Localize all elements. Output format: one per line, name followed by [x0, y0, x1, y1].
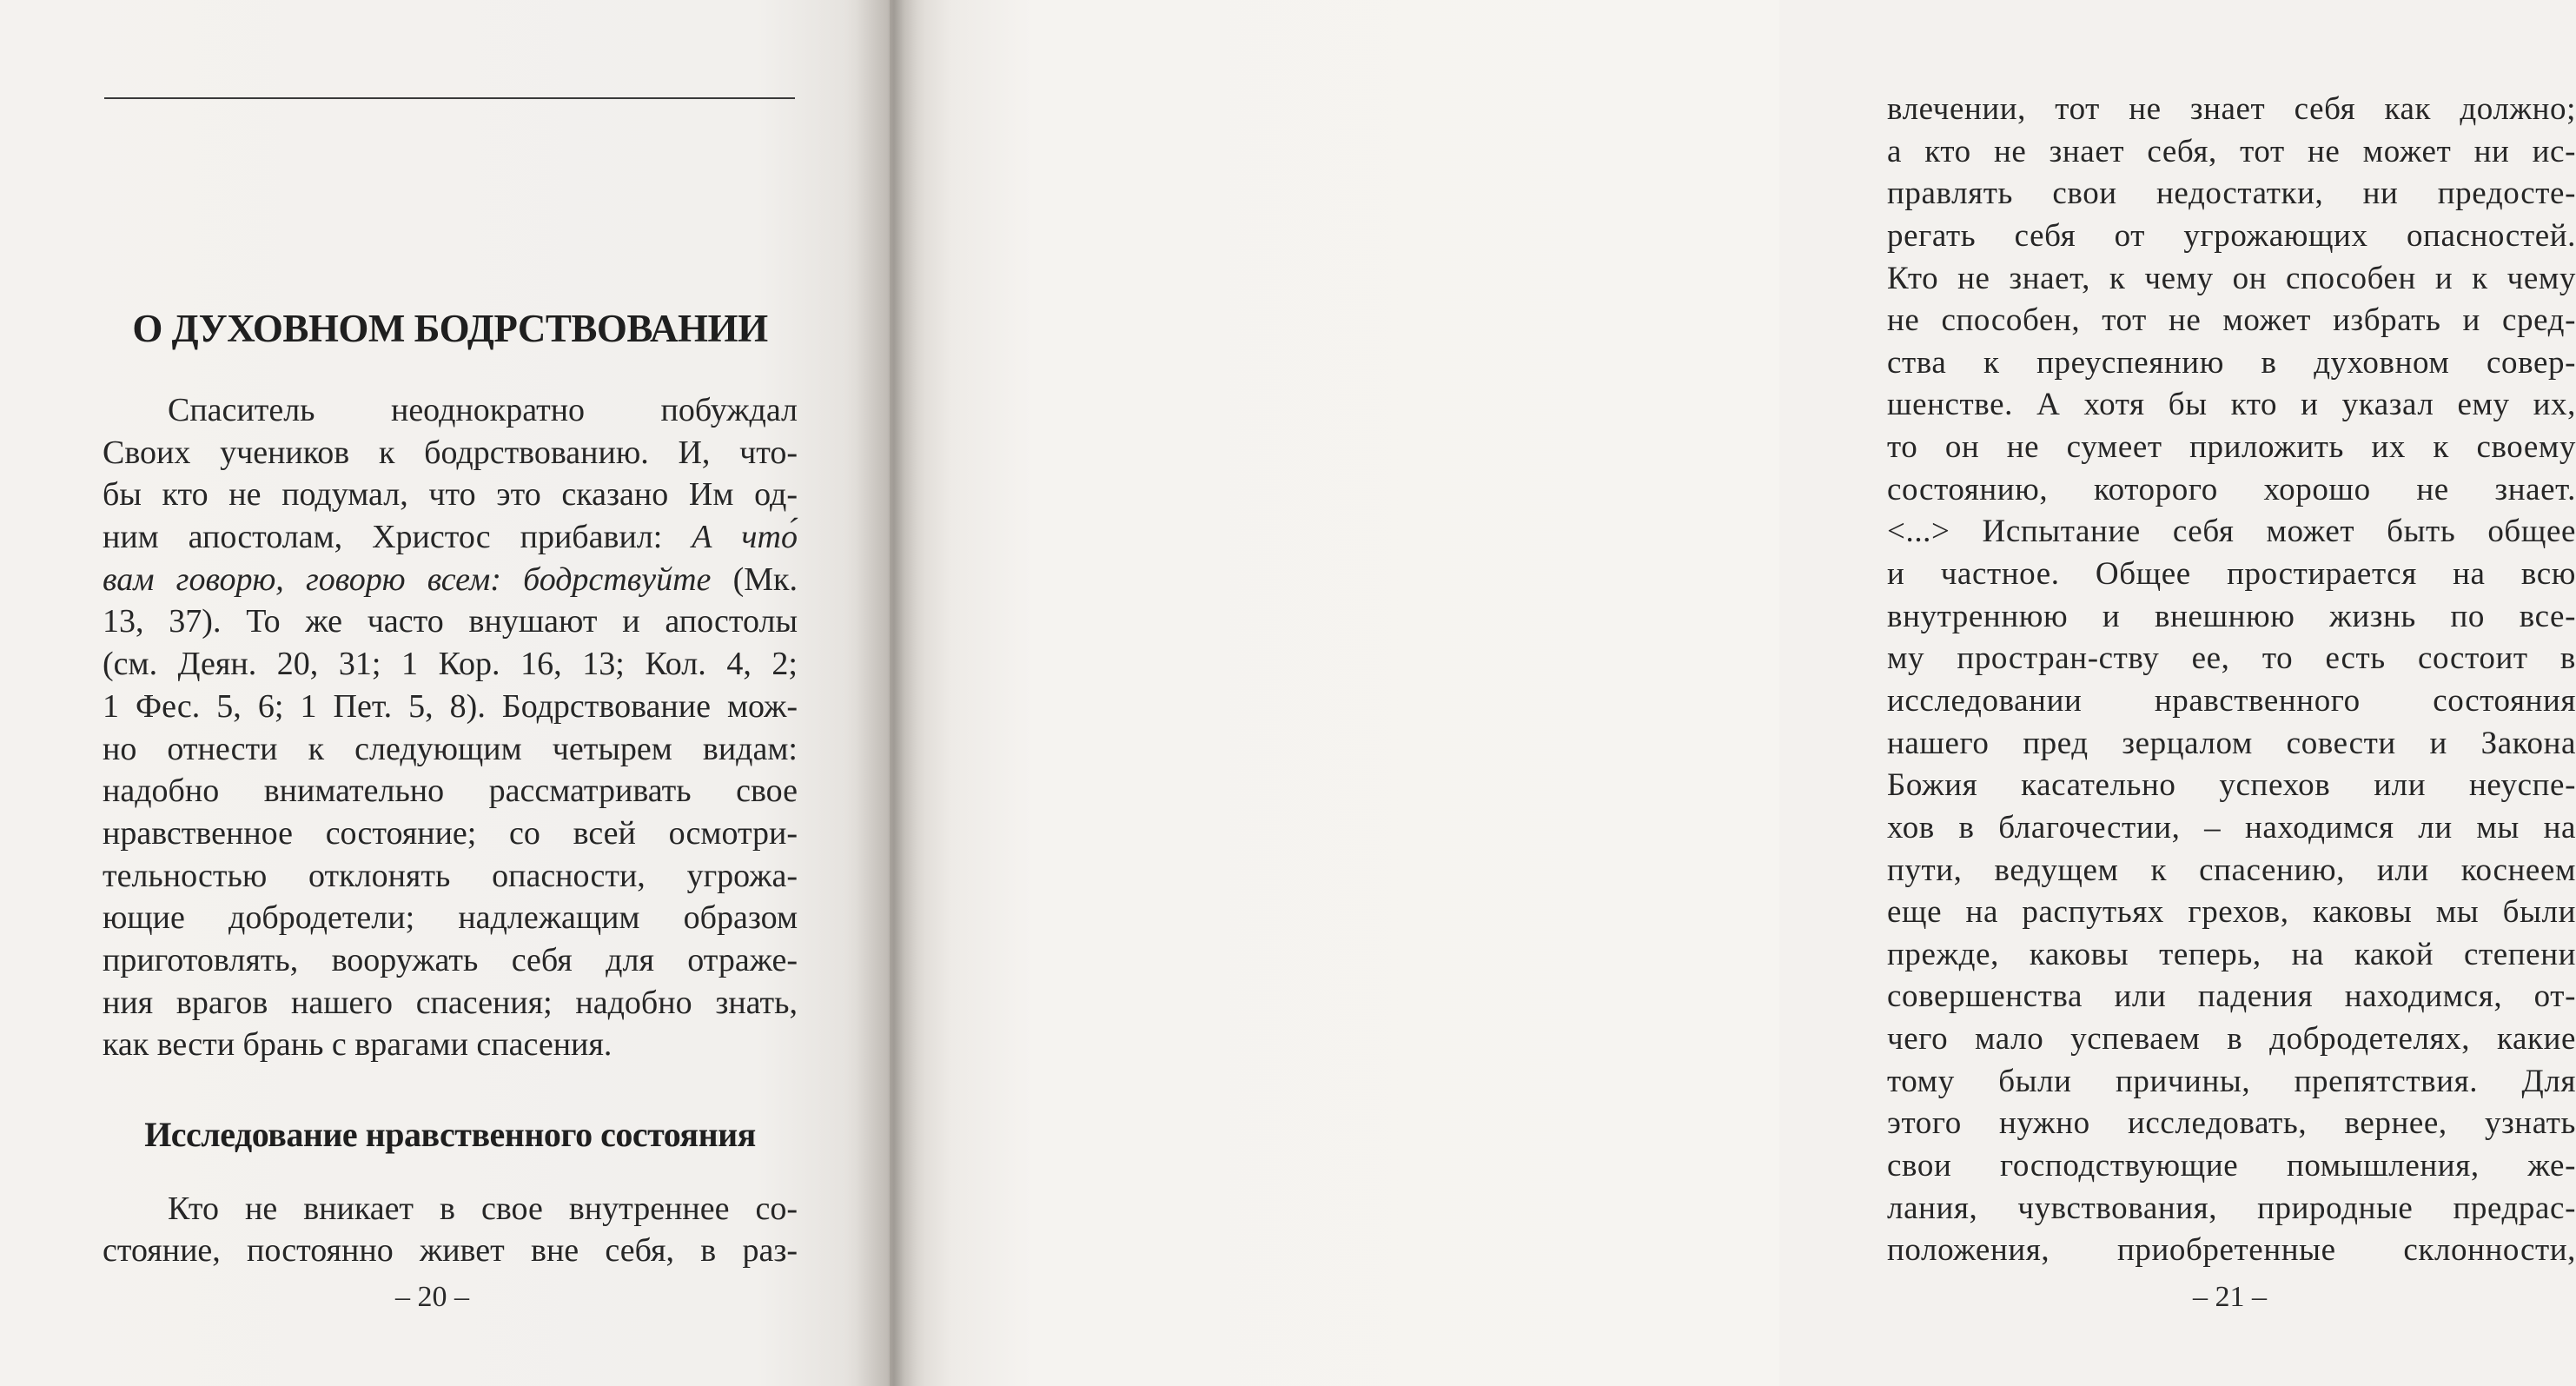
left-paragraph-2	[103, 1188, 798, 1271]
text-line: но отнести к следующим четырем видам:	[103, 730, 798, 767]
text-line: Своих учеников к бодрствованию. И, что-	[103, 434, 798, 471]
text-line: ства к преуспеянию в духовном совер-	[1887, 344, 2576, 381]
text-line: исследовании нравственного состояния	[1887, 682, 2576, 719]
text-line	[103, 559, 798, 601]
text-line: хов в благочестии, – находимся ли мы на	[1887, 809, 2576, 846]
text-line: то он не сумеет приложить их к своему	[1887, 429, 2576, 466]
text-line: тельностью отклонять опасности, угрожа-	[103, 857, 798, 894]
text-line: влечении, тот не знает себя как должно;	[1887, 91, 2576, 127]
text-line: ющие добродетели; надлежащим образом	[103, 899, 798, 937]
text-line: как вести брань с врагами спасения.	[103, 1026, 613, 1064]
text-line: положения, приобретенные склонности,	[1887, 1232, 2576, 1269]
text-line: ния врагов нашего спасения; надобно знать,	[103, 984, 798, 1021]
text-line	[103, 516, 798, 559]
text-line: совершенства или падения находимся, от-	[1887, 978, 2576, 1015]
text-line: шенстве. А хотя бы кто и указал ему их,	[1887, 387, 2576, 423]
text-line: нравственное состояние; со всей осмотри-	[103, 814, 798, 852]
text-line: Спаситель неоднократно побуждал	[168, 392, 798, 428]
text-line: внутреннюю и внешнюю жизнь по все-	[1887, 598, 2576, 634]
left-page	[0, 0, 890, 1386]
text-line: пути, ведущем к спасению, или коснеем	[1887, 852, 2576, 888]
right-page	[890, 0, 2576, 1386]
section-subheading: Исследование нравственного состояния	[144, 1115, 756, 1154]
text-line: еще на распутьях грехов, каковы мы были	[1887, 894, 2576, 931]
text-line: стояние, постоянно живет вне себя, в раз-	[103, 1232, 798, 1269]
text-line: <...> Испытание себя может быть общее	[1887, 514, 2576, 550]
text-line: приготовлять, вооружать себя для отраже-	[103, 941, 798, 978]
text-line: не способен, тот не может избрать и сред-	[1887, 302, 2576, 339]
text-line: надобно внимательно рассматривать свое	[103, 773, 798, 810]
top-rule	[104, 97, 795, 99]
text-line: 13, 37). То же часто внушают и апостолы	[103, 603, 798, 640]
text-run: (Мк.	[711, 560, 798, 598]
text-line: свои господствующие помышления, же-	[1887, 1148, 2576, 1184]
page-number-left: – 20 –	[395, 1281, 469, 1313]
italic-quote: вам говорю, говорю всем: бодрствуйте	[103, 560, 712, 598]
text-line: нашего пред зерцалом совести и Закона	[1887, 725, 2576, 761]
text-line: 1 Фес. 5, 6; 1 Пет. 5, 8). Бодрствование мож-	[103, 687, 798, 725]
text-line: правлять свои недостатки, ни предосте-	[1887, 176, 2576, 212]
italic-quote: А что́	[692, 519, 798, 556]
text-line: чего мало успеваем в добродетелях, какие	[1887, 1021, 2576, 1058]
page-number-right: – 21 –	[2193, 1281, 2267, 1313]
text-line: тому были причины, препятствия. Для	[1887, 1063, 2576, 1099]
text-line: Кто не вникает в свое внутреннее со-	[168, 1190, 798, 1227]
text-line: прежде, каковы теперь, на какой степени	[1887, 936, 2576, 972]
text-line: этого нужно исследовать, вернее, узнать	[1887, 1105, 2576, 1142]
text-line: (см. Деян. 20, 31; 1 Кор. 16, 13; Кол. 4, 2;	[103, 646, 798, 683]
text-line: а кто не знает себя, тот не может ни ис-	[1887, 133, 2576, 169]
text-line: Божия касательно успехов или неуспе-	[1887, 767, 2576, 804]
text-line: бы кто не подумал, что это сказано Им од-	[103, 476, 798, 514]
text-line: лания, чувствования, природные предрас-	[1887, 1190, 2576, 1226]
text-line: Кто не знает, к чему он способен и к чему	[1887, 260, 2576, 296]
text-line: регать себя от угрожающих опасностей.	[1887, 217, 2576, 254]
text-line: и частное. Общее простирается на всю	[1887, 556, 2576, 593]
chapter-heading: О ДУХОВНОМ БОДРСТВОВАНИИ	[132, 307, 768, 350]
right-page-body	[1887, 89, 2576, 1272]
text-line: му простран-ству ее, то есть состоит в	[1887, 640, 2576, 677]
left-paragraph-1	[103, 389, 798, 1066]
text-run: ним апостолам, Христос прибавил:	[103, 519, 692, 556]
text-line: состоянию, которого хорошо не знает.	[1887, 471, 2576, 507]
